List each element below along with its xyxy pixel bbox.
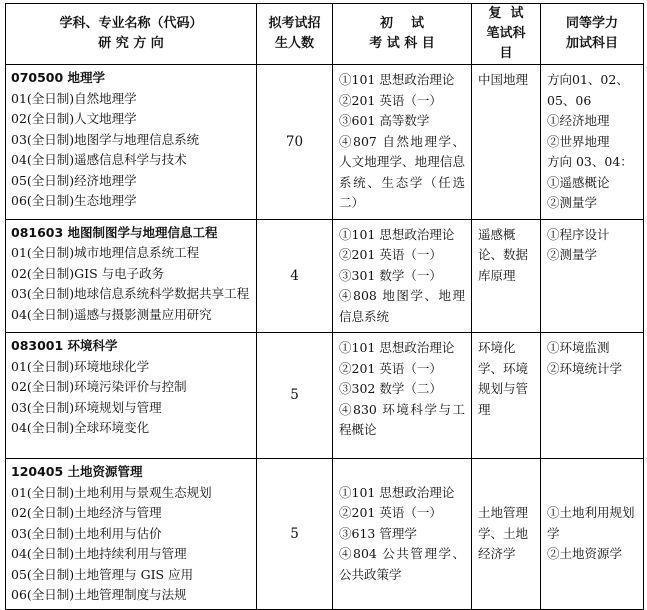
exam-item: ①101 思想政治理论 [339, 226, 455, 242]
table-row [6, 219, 644, 333]
exam-item: ③301 数学（一） [339, 267, 442, 283]
direction-item: 03(全日制)土地利用与估价 [11, 525, 162, 541]
extra-item: 方向 03、04： [547, 154, 633, 169]
direction-item: 06(全日制)生态地理学 [11, 193, 137, 208]
direction-item: 01(全日制)自然地理学 [11, 90, 137, 106]
major-code: 083001 环境科学 [11, 338, 118, 353]
extra-item: ②环境统计学 [547, 360, 623, 376]
table-row [6, 65, 644, 220]
direction-item: 04(全日制)遥感与摄影测量应用研究 [11, 306, 212, 322]
exam-item: ②201 英语（一） [339, 92, 442, 108]
extra-cell [541, 219, 644, 333]
quota-cell: 4 [257, 219, 333, 333]
exam-item: ①101 思想政治理论 [339, 72, 455, 87]
header-exam-line2: 考 试 科 目 [369, 36, 435, 51]
exam-cell [333, 333, 472, 459]
major-cell [6, 219, 257, 333]
admissions-table [5, 3, 644, 610]
retest-cell: 中国地理 [472, 65, 541, 220]
extra-cell [541, 65, 644, 220]
extra-cell [541, 333, 644, 459]
quota-cell: 5 [257, 333, 333, 459]
direction-item: 05(全日制)土地管理与 GIS 应用 [11, 566, 194, 582]
exam-item: ③613 管理学 [339, 525, 417, 541]
header-retest-line1: 复 试 [488, 6, 524, 21]
direction-item: 02(全日制)GIS 与电子政务 [11, 265, 165, 281]
direction-item: 04(全日制)土地持续利用与管理 [11, 546, 187, 561]
direction-item: 03(全日制)地图学与地理信息系统 [11, 131, 200, 147]
exam-cell [333, 219, 472, 333]
exam-item: ②201 英语（一） [339, 360, 442, 376]
direction-item: 02(全日制)环境污染评价与控制 [11, 379, 187, 394]
extra-cell [541, 459, 644, 610]
direction-item: 03(全日制)环境规划与管理 [11, 399, 162, 415]
exam-cell [333, 65, 472, 220]
direction-item: 01(全日制)土地利用与景观生态规划 [11, 484, 212, 500]
direction-item: 04(全日制)全球环境变化 [11, 420, 150, 435]
header-major-line2: 研 究 方 向 [98, 36, 164, 51]
extra-item: ①土地利用规划学 [547, 505, 635, 541]
extra-item: ②测量学 [547, 195, 598, 210]
quota-cell: 70 [257, 65, 333, 220]
major-code: 070500 地理学 [11, 70, 106, 85]
major-cell [6, 333, 257, 459]
exam-item: ②201 英语（一） [339, 247, 442, 262]
exam-item: ①101 思想政治理论 [339, 340, 455, 355]
retest-cell: 遥感概论、数据库原理 [472, 219, 541, 333]
retest-cell: 环境化学、环境规划与管理 [472, 333, 541, 459]
header-retest-line2: 笔试科 [486, 26, 526, 41]
header-exam [333, 4, 472, 65]
header-quota-line2: 生人数 [274, 36, 314, 51]
extra-item: ②土地资源学 [547, 546, 623, 561]
header-extra-line1: 同等学力 [565, 16, 618, 31]
direction-item: 06(全日制)土地管理制度与法规 [11, 587, 187, 602]
header-extra-line2: 加试科目 [565, 36, 618, 51]
major-cell [6, 459, 257, 610]
extra-item: ②世界地理 [547, 133, 610, 149]
extra-item: ①程序设计 [547, 226, 610, 242]
retest-cell: 土地管理学、土地经济学 [472, 459, 541, 610]
direction-item: 02(全日制)土地经济与管理 [11, 505, 162, 520]
direction-item: 03(全日制)地球信息系统科学数据共享工程 [11, 286, 250, 301]
direction-item: 05(全日制)经济地理学 [11, 172, 137, 188]
header-major [6, 4, 257, 65]
extra-item: ①经济地理 [547, 113, 610, 128]
header-major-line1: 学科、专业名称（代码） [59, 16, 203, 31]
header-row [6, 4, 644, 65]
exam-item: ③601 高等数学 [339, 113, 430, 128]
extra-item: ①遥感概论 [547, 174, 610, 190]
exam-item: ④807 自然地理学、人文地理学、地理信息系统、生态学（任选二） [339, 133, 465, 210]
exam-item: ②201 英语（一） [339, 505, 442, 520]
exam-item: ①101 思想政治理论 [339, 484, 455, 500]
direction-item: 02(全日制)人文地理学 [11, 111, 137, 126]
exam-item: ④808 地图学、地理信息系统 [339, 288, 465, 324]
header-extra [541, 4, 644, 65]
extra-item: 方向01、02、05、06 [547, 72, 629, 108]
direction-item: 01(全日制)环境地球化学 [11, 358, 150, 374]
direction-item: 04(全日制)遥感信息科学与技术 [11, 152, 187, 167]
table-row [6, 459, 644, 610]
major-code: 120405 土地资源管理 [11, 464, 143, 479]
major-code: 081603 地图制图学与地理信息工程 [11, 224, 218, 240]
exam-item: ③302 数学（二） [339, 381, 442, 396]
extra-item: ①环境监测 [547, 340, 610, 355]
header-retest-line3: 目 [499, 46, 513, 61]
extra-item: ②测量学 [547, 247, 598, 262]
direction-item: 01(全日制)城市地理信息系统工程 [11, 245, 200, 260]
quota-cell: 5 [257, 459, 333, 610]
exam-item: ④804 公共管理学、公共政策学 [339, 546, 465, 582]
exam-cell [333, 459, 472, 610]
major-cell [6, 65, 257, 220]
exam-item: ④830 环境科学与工程概论 [339, 401, 465, 437]
header-quota-line1: 拟考试招 [268, 16, 321, 31]
header-quota [257, 4, 333, 65]
header-exam-line1: 初 试 [379, 16, 425, 31]
header-retest [472, 4, 541, 65]
table-row [6, 333, 644, 459]
